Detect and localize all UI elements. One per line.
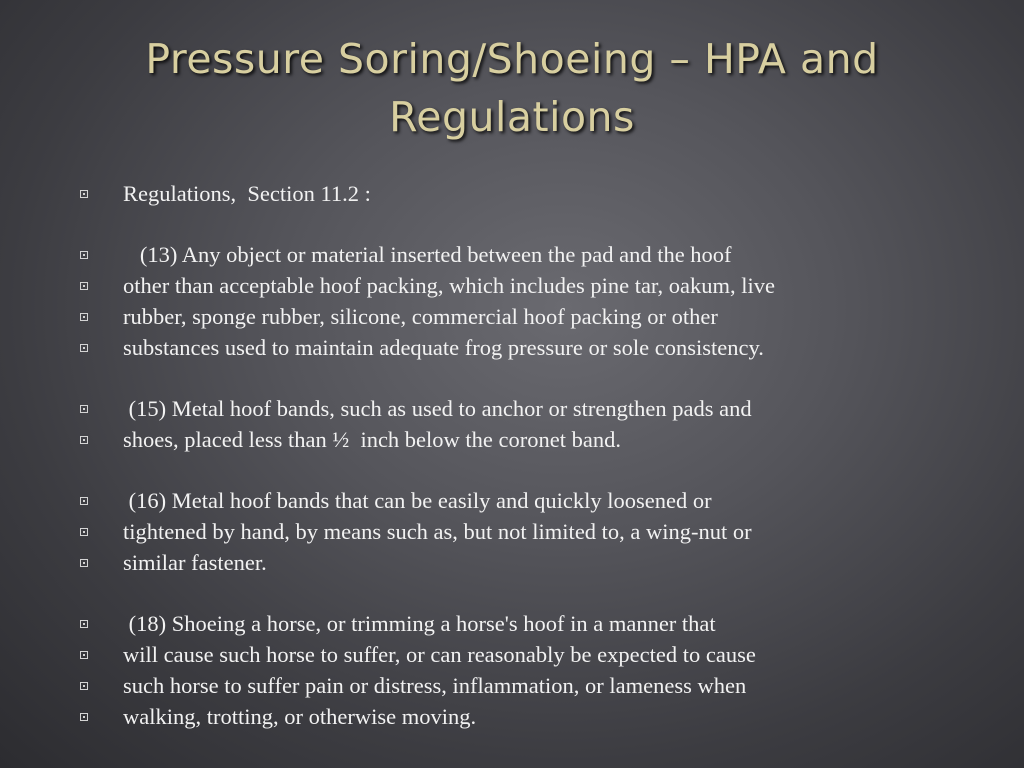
body-line-text: substances used to maintain adequate frog pressure or sole consistency.	[123, 335, 764, 360]
body-line	[76, 301, 996, 332]
square-bullet-icon	[80, 344, 88, 352]
square-bullet-icon	[80, 405, 88, 413]
body-line-text: similar fastener.	[123, 550, 267, 575]
square-bullet-icon	[80, 282, 88, 290]
body-line-text: (16) Metal hoof bands that can be easily and quickly loosened or	[123, 488, 712, 513]
spacer-line	[76, 209, 996, 239]
body-line	[76, 608, 996, 639]
body-line	[76, 670, 996, 701]
body-line-text: other than acceptable hoof packing, which includes pine tar, oakum, live	[123, 273, 775, 298]
square-bullet-icon	[80, 313, 88, 321]
square-bullet-icon	[80, 713, 88, 721]
square-bullet-icon	[80, 682, 88, 690]
body-line	[76, 239, 996, 270]
body-line	[76, 547, 996, 578]
square-bullet-icon	[80, 251, 88, 259]
body-line-text: will cause such horse to suffer, or can reasonably be expected to cause	[123, 642, 756, 667]
body-line-text: such horse to suffer pain or distress, inflammation, or lameness when	[123, 673, 747, 698]
body-text-list	[76, 178, 996, 732]
square-bullet-icon	[80, 190, 88, 198]
spacer-line	[76, 578, 996, 608]
square-bullet-icon	[80, 559, 88, 567]
body-line	[76, 393, 996, 424]
slide-title-line-1: Pressure Soring/Shoeing – HPA and	[145, 35, 879, 83]
body-line-text: (18) Shoeing a horse, or trimming a horse's hoof in a manner that	[123, 611, 716, 636]
body-line	[76, 424, 996, 455]
body-line	[76, 178, 996, 209]
body-line	[76, 485, 996, 516]
slide-title	[20, 30, 1004, 146]
spacer-line	[76, 363, 996, 393]
square-bullet-icon	[80, 436, 88, 444]
square-bullet-icon	[80, 651, 88, 659]
body-line-text: shoes, placed less than ½ inch below the coronet band.	[123, 427, 621, 452]
slide-title-line-2: Regulations	[389, 93, 635, 141]
body-line-text: (15) Metal hoof bands, such as used to anchor or strengthen pads and	[123, 396, 752, 421]
body-line	[76, 270, 996, 301]
body-line-text: walking, trotting, or otherwise moving.	[123, 704, 477, 729]
body-line-text: rubber, sponge rubber, silicone, commercial hoof packing or other	[123, 304, 718, 329]
body-line	[76, 701, 996, 732]
square-bullet-icon	[80, 528, 88, 536]
body-line-text: Regulations, Section 11.2 :	[123, 181, 371, 206]
body-line	[76, 516, 996, 547]
square-bullet-icon	[80, 497, 88, 505]
body-line-text: tightened by hand, by means such as, but not limited to, a wing-nut or	[123, 519, 752, 544]
body-line-text: (13) Any object or material inserted between the pad and the hoof	[123, 242, 732, 267]
square-bullet-icon	[80, 620, 88, 628]
body-line	[76, 639, 996, 670]
body-line	[76, 332, 996, 363]
spacer-line	[76, 455, 996, 485]
